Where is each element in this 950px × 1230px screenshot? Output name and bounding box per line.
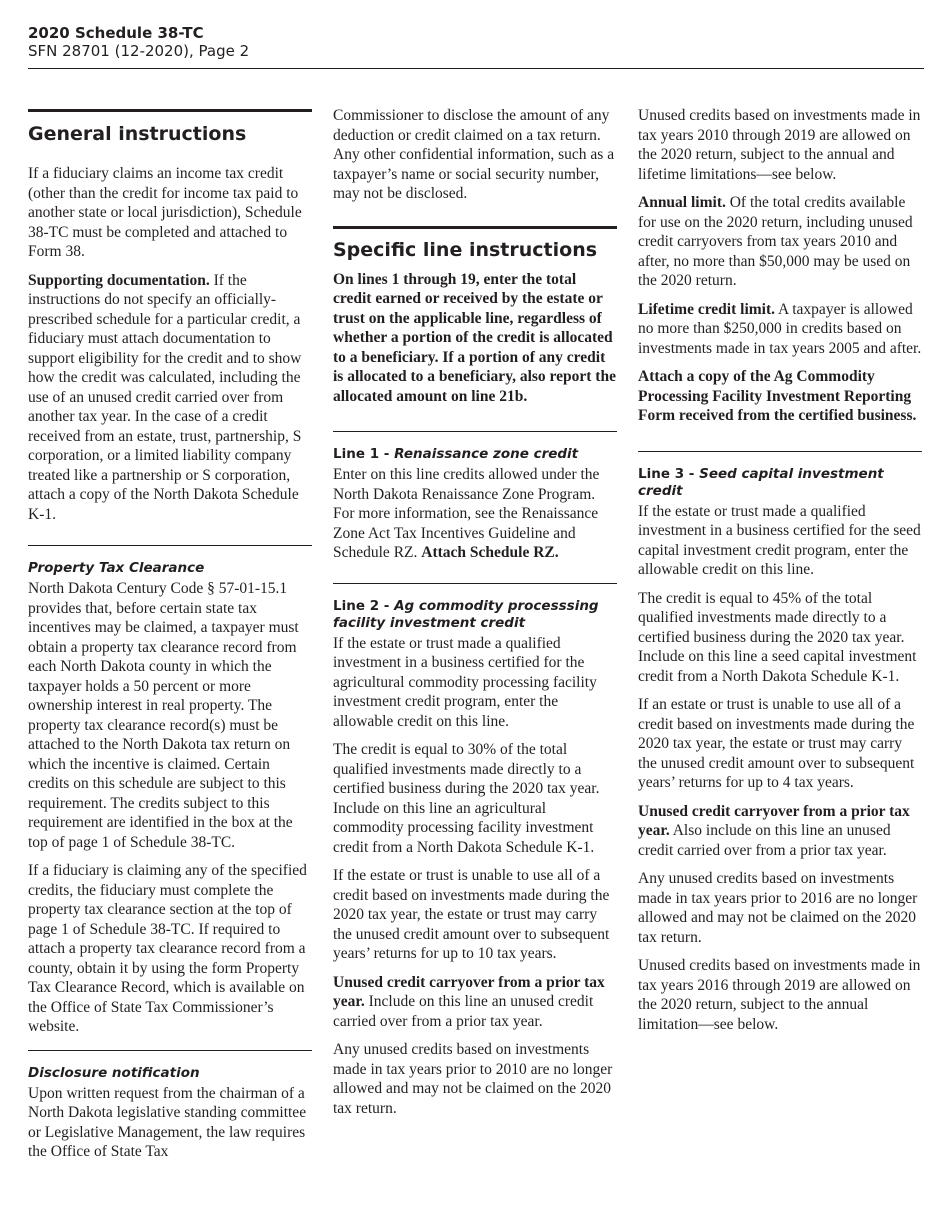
section-divider [333,226,617,229]
specific-line-instructions-heading: Specific line instructions [333,238,598,261]
line-2-number: Line 2 - [333,597,395,614]
form-subtitle: SFN 28701 (12-2020), Page 2 [28,42,250,60]
annual-limit-paragraph [638,193,922,291]
line-2-paragraph: If the estate or trust is unable to use all of a credit based on investments made during the 2020 tax year, the estate or trust may carry the unused credit amount over to subsequent years’ returns for up to 10 tax years. [333,867,610,962]
section-divider [333,583,617,584]
line-3-paragraph: If an estate or trust is unable to use all of a credit based on investments made during the 2020 tax year, the estate or trust may carry the unused credit amount over to subsequent years’ returns for up to 4 tax years. [638,696,915,791]
line-1-number: Line 1 - [333,446,395,462]
property-tax-clearance-title: Property Tax Clearance [28,560,205,576]
line-2-continued-paragraph: Unused credits based on investments made in tax years 2010 through 2019 are allowed on the 2020 return, subject to the annual and lifetime limitations—see below. [638,107,921,183]
form-title: 2020 Schedule 38-TC [28,24,204,42]
line-3-carryover-paragraph [638,802,922,861]
line-2-heading [333,598,617,632]
line-3-heading [638,466,922,500]
specific-instructions-text: On lines 1 through 19, enter the total credit earned or received by the estate or trust on the applicable line, regardless of whether a portion of the credit is allocated to a beneficiary. If a portion of any credit is allocated to a beneficiary, also report the allocated amount on line 21b. [333,270,616,405]
line-3-number: Line 3 - [638,465,700,482]
carryover-label: Unused credit carryover from a prior tax year. [333,973,605,1010]
property-tax-paragraph: If a fiduciary is claiming any of the specified credits, the fiduciary must complete the property tax clearance section at the top of page 1 of Schedule 38-TC. If required to attach a property tax clearance record from a county, obtain it by using the form Property Tax Clearance Record, which is available on the Office of State Tax Commissioner’s website. [28,862,307,1035]
line-3-paragraph: The credit is equal to 45% of the total qualified investments made directly to a certified business during the 2020 tax year. Include on this line a seed capital investment credit from a North Dakota Schedule K-1. [638,589,917,685]
disclosure-notification-title: Disclosure notification [28,1064,200,1081]
annual-limit-label: Annual limit. [638,194,726,211]
general-instructions-heading: General instructions [28,123,247,145]
line-1-heading [333,446,617,463]
column-2 [333,106,617,1118]
disclosure-paragraph: Upon written request from the chairman of a North Dakota legislative standing committee or Legislative Management, the law requires the Office of State Tax [28,1084,307,1160]
carryover-text: Also include on this line an unused credit carried over from a prior tax year. [638,822,891,859]
section-divider [638,451,922,452]
line-2-paragraph: Any unused credits based on investments made in tax years prior to 2010 are no longer allowed and may not be claimed on the 2020 tax return. [333,1041,613,1117]
line-3-title: Seed capital investment credit [638,465,884,499]
specific-instructions-paragraph [333,270,617,407]
line-2-carryover-paragraph [333,973,617,1032]
lifetime-limit-paragraph [638,300,922,359]
attach-form-paragraph [638,367,922,426]
line-1-text: Enter on this line credits allowed under the North Dakota Renaissance Zone Program. For more information, see the Renaissance Zone Act Tax Incentives Guideline and Schedule RZ. [333,466,600,561]
lifetime-limit-label: Lifetime credit limit. [638,300,776,318]
section-divider [28,545,312,546]
attach-form-text: Attach a copy of the Ag Commodity Processing Facility Investment Reporting Form received from the certified business. [638,368,917,424]
page-header [28,24,924,61]
section-divider [28,1050,312,1051]
section-divider [333,431,617,432]
line-2-paragraph: The credit is equal to 30% of the total qualified investments made directly to a certified business during the 2020 tax year. Include on this line an agricultural commodity processing facility investment credit from a North Dakota Schedule K-1. [333,741,600,856]
line-3-paragraph: If the estate or trust made a qualified investment in a business certified for the seed capital investment credit program, enter the allowable credit on this line. [638,502,921,578]
line-3-paragraph: Any unused credits based on investments made in tax years prior to 2016 are no longer allowed and may not be claimed on the 2020 tax return. [638,870,918,946]
disclosure-notification-heading [28,1065,312,1082]
line-2-paragraph: If the estate or trust made a qualified investment in a business certified for the agricultural commodity processing facility investment credit program, enter the allowable credit on this line. [333,634,597,730]
column-3 [638,106,922,1034]
annual-limit-text: Of the total credits available for use on the 2020 return, including unused credit carryovers from tax years 2010 and after, no more than $50,000 may be used on the 2020 return. [638,194,913,289]
property-tax-paragraph: North Dakota Century Code § 57-01-15.1 provides that, before certain state tax incentives may be claimed, a taxpayer must obtain a property tax clearance record from each North Dakota county in which the taxpayer holds a 50 percent or more ownership interest in real property. The property tax clearance record(s) must be attached to the North Dakota tax return on which the incentive is claimed. Certain credits on this schedule are subject to this requirement. The credits subject to this requirement are identified in the box at the top of page 1 of Schedule 38-TC. [28,580,299,851]
column-1 [28,106,312,1162]
supporting-documentation-paragraph [28,271,312,525]
property-tax-clearance-heading [28,560,312,577]
general-paragraph: If a fiduciary claims an income tax credit (other than the credit for income tax paid to another state or local jurisdiction), Schedule 38-TC must be completed and attached to Form 38. [28,165,302,260]
line-1-title: Renaissance zone credit [394,446,579,462]
lifetime-limit-text: A taxpayer is allowed no more than $250,000 in credits based on investments made in tax years 2005 and after. [638,300,922,357]
line-2-title: Ag commodity processsing facility investment credit [333,597,599,631]
line-1-paragraph [333,465,617,563]
supporting-documentation-label: Supporting documentation. [28,271,210,289]
section-divider [28,109,312,112]
line-3-paragraph: Unused credits based on investments made in tax years 2016 through 2019 are allowed on the 2020 return, subject to the annual limitation—see below. [638,957,921,1033]
carryover-label: Unused credit carryover from a prior tax year. [638,802,910,839]
disclosure-paragraph-continued: Commissioner to disclose the amount of any deduction or credit claimed on a tax return. Any other confidential information, such as a taxpayer’s name or social security number, may not be disclosed. [333,107,615,202]
supporting-documentation-text: If the instructions do not specify an officially-prescribed schedule for a particular credit, a fiduciary must attach documentation to support eligibility for the credit and to show how the credit was calculated, including the use of an unused credit carried over from another tax year. In the case of a credit received from an estate, trust, partnership, S corporation, or a limited liability company treated like a partnership or S corporation, attach a copy of the North Dakota Schedule K-1. [28,271,302,523]
line-1-attach-note: Attach Schedule RZ. [421,544,559,561]
header-divider [28,68,924,69]
carryover-text: Include on this line an unused credit carried over from a prior tax year. [333,993,594,1030]
